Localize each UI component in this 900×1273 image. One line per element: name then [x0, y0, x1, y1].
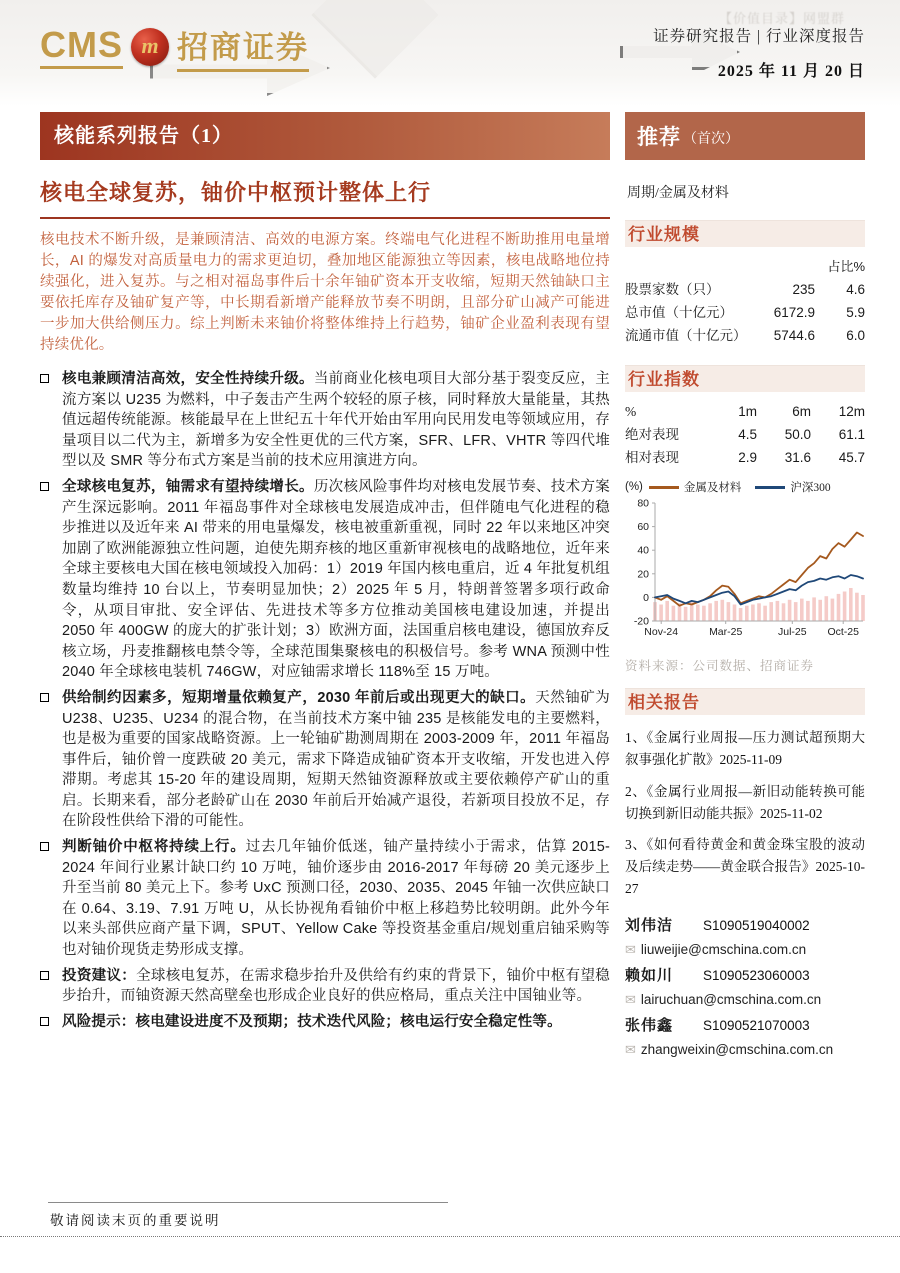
- bullet-square-icon: [40, 966, 62, 1007]
- scale-row: 股票家数（只） 235 4.6: [625, 282, 865, 297]
- envelope-icon: ✉: [625, 1042, 636, 1058]
- analyst-name: 张伟鑫: [625, 1018, 674, 1035]
- svg-text:20: 20: [637, 568, 649, 581]
- analyst-row: [625, 1014, 865, 1038]
- analyst-name: 赖如川: [625, 968, 674, 985]
- bullet-item: [40, 688, 610, 832]
- bullet-item: [40, 477, 610, 683]
- svg-text:60: 60: [637, 521, 649, 534]
- report-date: 2025 年 11 月 20 日: [717, 63, 865, 80]
- svg-text:Nov-24: Nov-24: [644, 626, 679, 638]
- page-title: 核电全球复苏，铀价中枢预计整体上行: [40, 180, 432, 205]
- chart-legend: [625, 479, 865, 495]
- title-divider: [40, 217, 610, 219]
- footer-dotted-line: [0, 1236, 900, 1237]
- related-reports-list: [625, 727, 865, 900]
- analysts-list: [625, 914, 865, 1061]
- header-meta: [653, 24, 865, 81]
- envelope-icon: ✉: [625, 942, 636, 958]
- analyst-email[interactable]: ✉ lairuchuan@cmschina.com.cn: [625, 988, 865, 1011]
- rating-label: 推荐: [637, 125, 681, 149]
- footer-divider: [48, 1202, 448, 1203]
- bullet-text: 核电兼顾清洁高效，安全性持续升级。当前商业化核电项目大部分基于裂变反应，主流方案以 U235 为燃料，中子轰击产生两个较轻的原子核，同时释放大量能量，其热值远超传统能源。核能最早在上世纪五十年代开始由军用向民用发电等领域应用，存量项目以二代为主，新增多为安全性更优的三代方案，SFR、LFR、VHTR 等四代堆型以及 SMR 等分布式方案是当前的技术应用演进方向。: [62, 371, 611, 470]
- analyst-email[interactable]: ✉ liuweijie@cmschina.com.cn: [625, 938, 865, 961]
- index-header-row: % 1m 6m 12m: [625, 404, 865, 419]
- content-row: [40, 112, 865, 1064]
- hs300-series-swatch: [755, 486, 785, 489]
- chart-y-unit: (%): [625, 481, 643, 493]
- section-title-related-reports: 相关报告: [625, 688, 865, 715]
- industry-scale-table: [625, 255, 865, 347]
- scale-row: 流通市值（十亿元） 5744.6 6.0: [625, 328, 865, 343]
- report-link[interactable]: 1、《金属行业周报—压力测试超预期大叙事强化扩散》2025-11-09: [625, 730, 865, 767]
- rating-sub-label: （首次）: [683, 131, 739, 147]
- svg-text:80: 80: [637, 497, 649, 510]
- svg-text:Mar-25: Mar-25: [709, 626, 743, 638]
- report-link[interactable]: 3、《如何看待黄金和黄金珠宝股的波动及后续走势——黄金联合报告》2025-10-27: [625, 837, 865, 897]
- chart-source-note: 资料来源：公司数据、招商证券: [625, 659, 815, 673]
- report-type: 证券研究报告 | 行业深度报告: [653, 28, 865, 45]
- scale-col-header: 占比%: [827, 259, 865, 274]
- svg-text:0: 0: [643, 591, 649, 604]
- sidebar: [625, 112, 865, 1064]
- svg-text:Oct-25: Oct-25: [827, 626, 859, 638]
- bullet-list: [40, 369, 610, 1032]
- page-header: [0, 0, 900, 106]
- main-column: [40, 112, 610, 1064]
- svg-text:Jul-25: Jul-25: [777, 626, 807, 638]
- industry-index-table: [625, 400, 865, 469]
- section-title-industry-scale: 行业规模: [625, 220, 865, 247]
- bullet-square-icon: [40, 477, 62, 683]
- svg-text:-20: -20: [633, 615, 649, 628]
- bullet-square-icon: [40, 688, 62, 832]
- scale-row: 总市值（十亿元） 6172.9 5.9: [625, 305, 865, 320]
- watermark-arrow: [311, 0, 438, 79]
- brand-cms-text: CMS: [40, 25, 123, 69]
- envelope-icon: ✉: [625, 992, 636, 1008]
- metal-series-label: 金属及材料: [683, 482, 742, 494]
- chart-container: [625, 497, 865, 654]
- scale-rows: [625, 278, 865, 347]
- index-rows: [625, 423, 865, 469]
- bullet-text: 供给制约因素多，短期增量依赖复产，2030 年前后或出现更大的缺口。天然铀矿为 U238、U235、U234 的混合物，在当前技术方案中铀 235 是核能发电的主要燃料，也是极为重要的国家战略资源。上一轮铀矿勘测周期在 2003-2009 年，2011 年福岛事件后，铀价曾一度跌破 20 美元，需求下降造成铀矿资本开支收缩，开发也进入停滞期。考虑其 15-20 年的建设周期，短期天然铀资源释放或主要依赖停产矿山的重启。长期来看，部分老龄矿山在 2030 年前后开始减产退役，若新项目投放不足，存在阶段性供给下滑的可能性。: [62, 689, 611, 830]
- brand-logo: [40, 22, 309, 72]
- analyst-license-id: S1090521070003: [703, 1018, 810, 1034]
- analyst-license-id: S1090519040002: [703, 918, 810, 934]
- industry-classification: 周期/金属及材料: [627, 186, 729, 201]
- index-row: 相对表现 2.9 31.6 45.7: [625, 450, 865, 465]
- svg-text:40: 40: [637, 544, 649, 557]
- bullet-text: 风险提示：核电建设进度不及预期；技术迭代风险；核电运行安全稳定性等。: [62, 1013, 562, 1030]
- bullet-square-icon: [40, 1012, 62, 1033]
- report-link[interactable]: 2、《金属行业周报—新旧动能转换可能切换到新旧动能共振》2025-11-02: [625, 783, 865, 821]
- bullet-item: [40, 369, 610, 472]
- cms-logo-icon: m: [131, 28, 169, 66]
- bullet-text: 投资建议：全球核电复苏，在需求稳步抬升及供给有约束的背景下，铀价中枢有望稳步抬升，而铀资源天然高壁垒也形成企业良好的供应格局，重点关注中国铀业等。: [62, 967, 611, 1005]
- hs300-series-label: 沪深300: [790, 482, 831, 494]
- bullet-square-icon: [40, 369, 62, 472]
- section-title-industry-index: 行业指数: [625, 365, 865, 392]
- analyst-license-id: S1090523060003: [703, 968, 810, 984]
- index-row: 绝对表现 4.5 50.0 61.1: [625, 427, 865, 442]
- bullet-text: 全球核电复苏，铀需求有望持续增长。历次核风险事件均对核电发展节奏、技术方案产生深远影响。2011 年福岛事件对全球核电发展造成冲击，但伴随电气化进程的稳步推进以及近年来 AI 带来的用电量爆发，核电被重新重视，同时 22 年以来地区冲突加剧了欧洲能源独立性问题，迫使先期弃核的地区重新审视核电的战略地位，近年来全球主要核电大国在核电领域投入加码：1）2019 年国内核电重启，近 4 年批复机组数量均维持 10 台以上，节奏明显加快；2）2025 年 5 月，特朗普签署多项行政命令，从项目审批、安全评估、先进技术等多方位推动美国核电建设加速，并提出 2050 年 400GW 的庞大的扩张计划；3）欧洲方面，法国重启核电建设，德国放弃反核立场，丹麦推翻核电禁令等，全球范围集聚核电的积极信号。参考 WNA 预测中性 2040 年全球核电装机 746GW，对应铀需求增长 118%至 15 万吨。: [62, 478, 611, 681]
- series-banner: 核能系列报告（1）: [40, 112, 610, 160]
- analyst-row: [625, 914, 865, 938]
- analyst-row: [625, 964, 865, 988]
- analyst-name: 刘伟洁: [625, 918, 674, 935]
- bullet-item: [40, 1012, 610, 1033]
- performance-chart: [625, 497, 867, 649]
- abstract-paragraph: 核电技术不断升级，是兼顾清洁、高效的电源方案。终端电气化进程不断助推用电量增长，AI 的爆发对高质量电力的需求更迫切，叠加地区能源独立等因素，核电战略地位持续强化，进入复苏。与之相对福岛事件后十余年铀矿资本开支收缩，短期天然铀缺口主要依托库存及铀矿复产等，中长期看新增产能释放节奏不明朗，且部分矿山减产可能进一步加大供给侧压力。综上判断未来铀价将整体维持上行趋势，铀矿企业盈利表现有望持续优化。: [40, 232, 610, 353]
- rating-banner: [625, 112, 865, 160]
- faint-watermark-text: 【价值目录】网盟群: [718, 11, 845, 26]
- metal-series-swatch: [649, 486, 679, 489]
- footer-disclaimer: 敬请阅读末页的重要说明: [50, 1213, 221, 1228]
- bullet-item: [40, 837, 610, 961]
- analyst-email[interactable]: ✉ zhangweixin@cmschina.com.cn: [625, 1038, 865, 1061]
- brand-name-text: 招商证券: [177, 22, 309, 72]
- bullet-text: 判断铀价中枢将持续上行。过去几年铀价低迷，铀产量持续小于需求，估算 2015-2024 年间行业累计缺口约 10 万吨，铀价逐步由 2016-2017 年每磅 20 美元逐步上升至当前 80 美元上下。参考 UxC 预测口径，2030、2035、2045 年铀一次供应缺口在 0.64、3.19、7.91 万吨 U，从长协视角看铀价中枢上移趋势比较明朗。此外今年以来头部供应商产量下调，SPUT、Yellow Cake 等投资基金重启/规划重启铀采购等也对铀价现货走势形成支撑。: [62, 839, 610, 959]
- bullet-square-icon: [40, 837, 62, 961]
- bullet-item: [40, 966, 610, 1007]
